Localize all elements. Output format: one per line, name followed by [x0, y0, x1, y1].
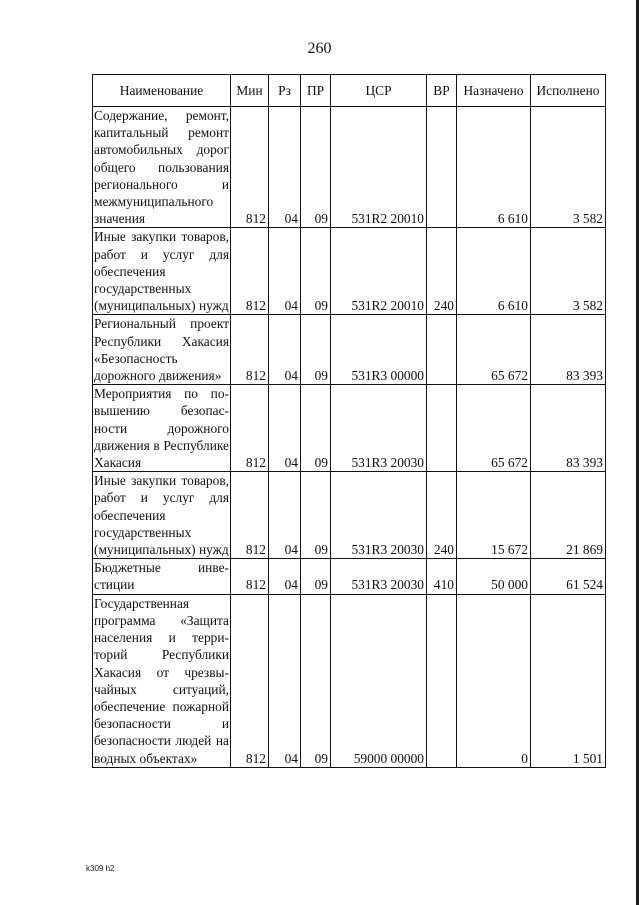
- row-rz: 04: [269, 385, 301, 472]
- table-row: [93, 472, 606, 559]
- footer-mark: k309 h2: [86, 864, 115, 873]
- row-csr: 59000 00000: [331, 594, 427, 767]
- row-assigned: 50 000: [457, 559, 531, 594]
- row-csr: 531R2 20010: [331, 228, 427, 315]
- header-min: Мин: [231, 75, 269, 107]
- row-executed: 1 501: [531, 594, 606, 767]
- row-vr: 240: [427, 472, 457, 559]
- row-name: Содержание, ремонт, капитальный ремонт автомобильных дорог общего пользования регионального и межмуниципального значения: [94, 108, 229, 227]
- table-row: [93, 107, 606, 228]
- row-vr: 410: [427, 559, 457, 594]
- row-name: Мероприятия по повышению безопасности дорожного движения в Республике Хакасия: [94, 386, 229, 471]
- header-vr: ВР: [427, 75, 457, 107]
- row-rz: 04: [269, 472, 301, 559]
- table-body: [93, 107, 606, 768]
- row-executed: 21 869: [531, 472, 606, 559]
- header-name: Наименование: [93, 75, 231, 107]
- row-pr: 09: [301, 107, 331, 228]
- row-rz: 04: [269, 559, 301, 594]
- table-row: [93, 559, 606, 594]
- header-csr: ЦСР: [331, 75, 427, 107]
- row-assigned: 65 672: [457, 315, 531, 385]
- row-csr: 531R3 00000: [331, 315, 427, 385]
- row-vr: [427, 594, 457, 767]
- table-row: [93, 228, 606, 315]
- row-name: Государственная программа «Защита населения и территорий Республики Хакасия от чрезвычайных ситуаций, обеспечение пожарной безопасности и безопасности людей на водных объектах»: [94, 595, 229, 766]
- row-csr: 531R3 20030: [331, 472, 427, 559]
- row-name: Региональный проект Республики Хакасия «Безопасность дорожного движения»: [94, 316, 229, 384]
- header-rz: Рз: [269, 75, 301, 107]
- row-assigned: 6 610: [457, 107, 531, 228]
- row-rz: 04: [269, 107, 301, 228]
- row-executed: 61 524: [531, 559, 606, 594]
- page-number: 260: [307, 40, 332, 57]
- row-vr: [427, 315, 457, 385]
- row-name: Иные закупки товаров, работ и услуг для обеспечения государственных (муниципальных) нужд: [94, 473, 229, 558]
- row-pr: 09: [301, 594, 331, 767]
- table-row: [93, 385, 606, 472]
- row-assigned: 65 672: [457, 385, 531, 472]
- row-vr: [427, 107, 457, 228]
- table-row: [93, 315, 606, 385]
- row-csr: 531R2 20010: [331, 107, 427, 228]
- row-executed: 3 582: [531, 107, 606, 228]
- row-assigned: 6 610: [457, 228, 531, 315]
- row-name: Иные закупки товаров, работ и услуг для обеспечения государственных (муниципальных) нужд: [94, 229, 229, 314]
- row-name: Бюджетные инвестиции: [94, 560, 229, 593]
- row-rz: 04: [269, 594, 301, 767]
- table-row: [93, 594, 606, 767]
- row-min: 812: [231, 315, 269, 385]
- row-csr: 531R3 20030: [331, 559, 427, 594]
- row-assigned: 0: [457, 594, 531, 767]
- row-executed: 3 582: [531, 228, 606, 315]
- header-assigned: Назначено: [457, 75, 531, 107]
- row-min: 812: [231, 107, 269, 228]
- row-min: 812: [231, 594, 269, 767]
- row-min: 812: [231, 385, 269, 472]
- row-pr: 09: [301, 228, 331, 315]
- row-rz: 04: [269, 315, 301, 385]
- row-assigned: 15 672: [457, 472, 531, 559]
- row-vr: [427, 385, 457, 472]
- row-pr: 09: [301, 385, 331, 472]
- row-executed: 83 393: [531, 385, 606, 472]
- row-executed: 83 393: [531, 315, 606, 385]
- row-min: 812: [231, 559, 269, 594]
- row-pr: 09: [301, 472, 331, 559]
- header-pr: ПР: [301, 75, 331, 107]
- row-min: 812: [231, 472, 269, 559]
- row-min: 812: [231, 228, 269, 315]
- table-header-row: [93, 75, 606, 107]
- row-rz: 04: [269, 228, 301, 315]
- row-pr: 09: [301, 559, 331, 594]
- row-csr: 531R3 20030: [331, 385, 427, 472]
- row-vr: 240: [427, 228, 457, 315]
- header-executed: Исполнено: [531, 75, 606, 107]
- row-pr: 09: [301, 315, 331, 385]
- budget-table: [92, 74, 606, 768]
